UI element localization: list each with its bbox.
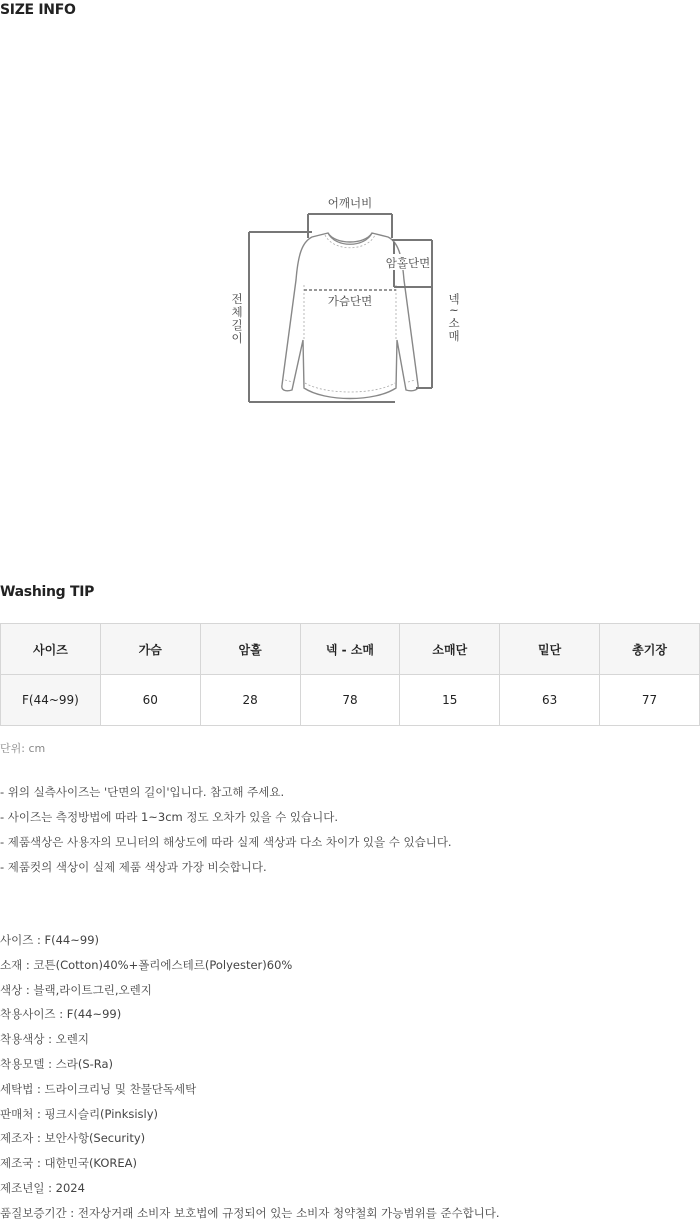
- info-model: 착용모델 : 스라(S-Ra): [0, 1056, 114, 1071]
- header-chest: 가슴: [100, 624, 200, 675]
- info-worn-color: 착용색상 : 오렌지: [0, 1032, 89, 1047]
- sleeve-length-label: [448, 292, 459, 343]
- info-warranty: 품질보증기간 : 전자상거래 소비자 보호법에 규정되어 있는 소비자 청약철회 가능범위를 준수합니다.: [0, 1205, 500, 1220]
- info-size: 사이즈 : F(44~99): [0, 933, 100, 947]
- cell-cuff: 15: [400, 675, 500, 726]
- note-item: - 제품색상은 사용자의 모니터의 해상도에 따라 실제 색상과 다소 차이가 있을 수 있습니다.: [0, 835, 452, 849]
- size-info-title: SIZE INFO: [0, 2, 76, 18]
- note-item: - 위의 실측사이즈는 '단면의 길이'입니다. 참고해 주세요.: [0, 785, 285, 799]
- chest-label: 가슴단면: [327, 294, 373, 308]
- info-colors: 색상 : 블랙,라이트그린,오렌지: [0, 982, 152, 997]
- shoulder-label: 어깨너비: [327, 196, 373, 210]
- svg-text:체: 체: [231, 305, 243, 319]
- header-total-length: 총기장: [600, 624, 700, 675]
- product-info-list: [0, 928, 500, 1226]
- cell-chest: 60: [100, 675, 200, 726]
- header-hem: 밑단: [500, 624, 600, 675]
- note-item: - 제품컷의 색상이 실제 제품 색상과 가장 비슷합니다.: [0, 860, 267, 874]
- cell-size: F(44~99): [1, 675, 101, 726]
- cell-armhole: 28: [200, 675, 300, 726]
- svg-text:길: 길: [231, 318, 243, 332]
- header-armhole: 암홀: [200, 624, 300, 675]
- total-length-label: [231, 292, 242, 345]
- info-year: 제조년일 : 2024: [0, 1180, 85, 1195]
- cell-neck-sleeve: 78: [300, 675, 400, 726]
- info-material: 소재 : 코튼(Cotton)40%+폴리에스테르(Polyester)60%: [0, 957, 293, 972]
- header-neck-sleeve: 넥 - 소매: [300, 624, 400, 675]
- info-washing: 세탁법 : 드라이크리닝 및 찬물단독세탁: [0, 1081, 197, 1096]
- note-item: - 사이즈는 측정방법에 따라 1~3cm 정도 오차가 있을 수 있습니다.: [0, 810, 339, 824]
- svg-text:이: 이: [231, 331, 243, 345]
- armhole-label: 암홀단면: [385, 256, 431, 270]
- svg-text:넥: 넥: [448, 292, 460, 306]
- info-seller: 판매처 : 핑크시슬리(Pinksisly): [0, 1106, 159, 1121]
- cell-hem: 63: [500, 675, 600, 726]
- svg-text:소: 소: [448, 316, 460, 330]
- svg-text:매: 매: [448, 329, 460, 343]
- table-row: [1, 675, 700, 726]
- washing-tip-title: Washing TIP: [0, 584, 95, 600]
- garment-diagram: [200, 190, 500, 415]
- table-header-row: [1, 624, 700, 675]
- size-table: [0, 623, 700, 726]
- info-country: 제조국 : 대한민국(KOREA): [0, 1156, 138, 1171]
- notes-list: [0, 780, 452, 880]
- header-size: 사이즈: [1, 624, 101, 675]
- svg-text:~: ~: [449, 303, 459, 317]
- svg-text:전: 전: [231, 292, 243, 306]
- info-manufacturer: 제조자 : 보안사항(Security): [0, 1131, 146, 1146]
- header-cuff: 소매단: [400, 624, 500, 675]
- cell-total-length: 77: [600, 675, 700, 726]
- info-worn-size: 착용사이즈 : F(44~99): [0, 1007, 122, 1022]
- unit-label: 단위: cm: [0, 742, 46, 755]
